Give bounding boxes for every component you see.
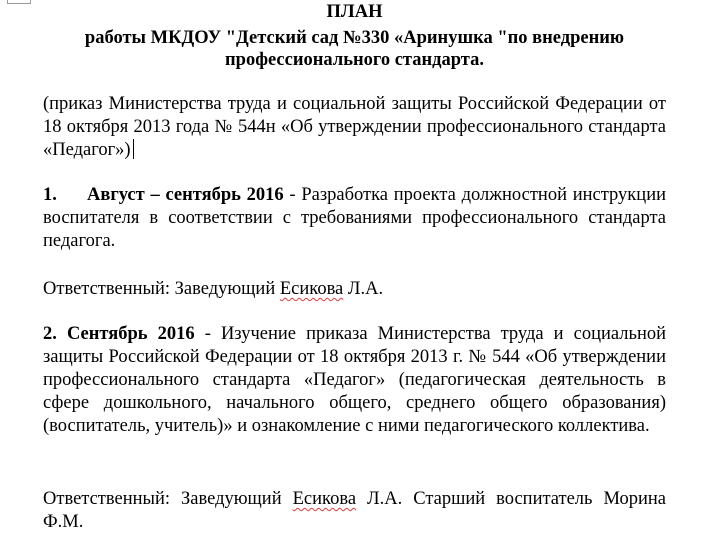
plan-item-1-text: - Разработка проекта должностной инструкции воспитателя в соответствии с требованиями профессионального стандарта педагога. <box>43 185 666 251</box>
plan-item-1-number: 1. <box>43 185 57 205</box>
document-title: ПЛАН <box>326 2 383 22</box>
plan-item-2[interactable] <box>43 323 666 438</box>
plan-item-2-number: 2. <box>43 324 57 344</box>
plan-item-1-responsible[interactable] <box>43 278 666 301</box>
plan-item-1-responsible-prefix: Ответственный: Заведующий <box>43 279 280 299</box>
document-subtitle-line1: работы МКДОУ "Детский сад №330 «Аринушка "по внедрению <box>84 28 625 48</box>
plan-item-2-responsible-prefix: Ответственный: Заведующий <box>43 489 293 509</box>
plan-item-1-responsible-suffix: Л.А. <box>343 279 384 299</box>
plan-item-2-text: - Изучение приказа Министерства труда и социальной защиты Российской Федерации от 18 октября 2013 г. № 544 «Об утверждении профессионального стандарта «Педагог» (педагогическая деятельность в сфере дошкольного, начального общего, среднего общего образования) (воспитатель, учитель)» и ознакомление с ними педагогического коллектива. <box>43 324 666 436</box>
plan-item-2-responsible[interactable] <box>43 488 666 534</box>
document-subtitle-line2: профессионального стандарта. <box>225 50 484 70</box>
plan-item-2-responsible-suffix: Л.А. Старший воспитатель Морина Ф.М. <box>43 489 666 532</box>
page-corner-mark <box>7 0 31 4</box>
plan-item-2-responsible-name: Есикова <box>292 489 357 509</box>
plan-item-1[interactable] <box>43 184 666 253</box>
order-reference-text: (приказ Министерства труда и социальной защиты Российской Федерации от 18 октября 2013 года № 544н «Об утверждении профессионального стандарта «Педагог») <box>43 94 666 160</box>
plan-item-2-period: Сентябрь 2016 <box>66 324 195 344</box>
plan-item-1-responsible-name: Есикова <box>279 279 344 299</box>
text-cursor <box>133 139 134 159</box>
order-reference-paragraph[interactable] <box>43 93 666 162</box>
plan-item-1-period: Август – сентябрь 2016 <box>87 185 284 205</box>
